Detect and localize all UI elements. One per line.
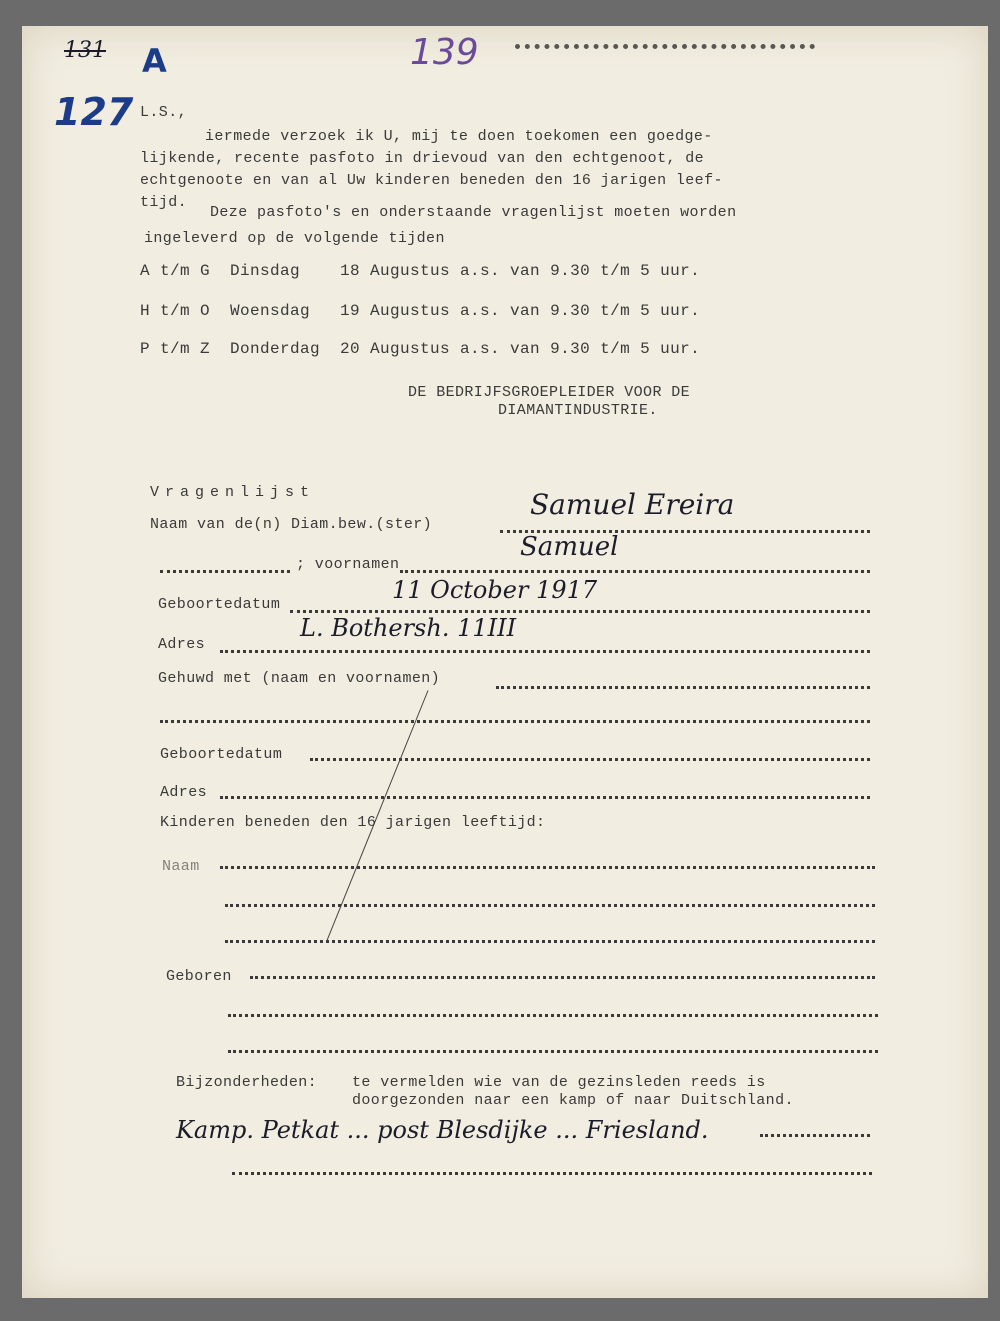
struck-number: 131: [64, 38, 106, 63]
married-dotted-line: [496, 686, 870, 689]
married-label: Gehuwd met (naam en voornamen): [158, 670, 441, 687]
firstnames-value: Samuel: [520, 532, 619, 562]
child-born-dotted-line-1: [250, 976, 875, 979]
children-label: Kinderen beneden den 16 jarigen leeftijd:: [160, 814, 546, 831]
schedule-line-2: H t/m O Woensdag 19 Augustus a.s. van 9.30 t/m 5 uur.: [140, 302, 701, 320]
remarks-dotted-line-2: [232, 1172, 872, 1175]
remarks-trailing-dots: [760, 1134, 870, 1137]
schedule-line-1: A t/m G Dinsdag 18 Augustus a.s. van 9.30 t/m 5 uur.: [140, 262, 701, 280]
remarks-text-line2: doorgezonden naar een kamp of naar Duitschland.: [352, 1092, 794, 1109]
birthdate-dotted-line: [290, 610, 870, 613]
spouse-address-dotted-line: [220, 796, 870, 799]
signature-line-2: DIAMANTINDUSTRIE.: [498, 402, 658, 419]
address-dotted-line: [220, 650, 870, 653]
smudged-header-text: [515, 36, 815, 49]
remarks-text-line1: te vermelden wie van de gezinsleden reeds is: [352, 1074, 766, 1091]
paragraph2-line2: ingeleverd op de volgende tijden: [144, 230, 445, 247]
file-number-annotation: 127: [54, 90, 134, 134]
child-born-dotted-line-2: [228, 1014, 878, 1017]
signature-line-1: DE BEDRIJFSGROEPLEIDER VOOR DE: [408, 384, 691, 401]
salutation: L.S.,: [140, 104, 188, 121]
child-name-label: Naam: [162, 858, 200, 875]
child-born-label: Geboren: [166, 968, 232, 985]
spouse-birthdate-label: Geboortedatum: [160, 746, 283, 763]
child-name-dotted-line-3: [225, 940, 875, 943]
remarks-value: Kamp. Petkat ... post Blesdijke ... Friesland.: [176, 1116, 709, 1144]
address-value: L. Bothersh. 11III: [300, 614, 517, 642]
schedule-line-3: P t/m Z Donderdag 20 Augustus a.s. van 9.30 t/m 5 uur.: [140, 340, 701, 358]
paragraph1-line4: tijd.: [140, 194, 188, 211]
paragraph1-line1: iermede verzoek ik U, mij te doen toekomen een goedge-: [205, 128, 713, 145]
remarks-label: Bijzonderheden:: [176, 1074, 318, 1091]
paragraph1-line3: echtgenoote en van al Uw kinderen beneden den 16 jarigen leef-: [140, 172, 723, 189]
child-born-dotted-line-3: [228, 1050, 878, 1053]
spouse-birthdate-dotted-line: [310, 758, 870, 761]
firstnames-label: ; voornamen: [296, 556, 400, 573]
firstnames-leading-dots: [160, 570, 290, 573]
paragraph1-line2: lijkende, recente pasfoto in drievoud van den echtgenoot, de: [140, 150, 705, 167]
firstnames-dotted-line: [400, 570, 870, 573]
spouse-address-label: Adres: [160, 784, 208, 801]
address-label: Adres: [158, 636, 206, 653]
pencil-number-annotation: 139: [410, 32, 479, 73]
paragraph2-line1: Deze pasfoto's en onderstaande vragenlijst moeten worden: [210, 204, 737, 221]
married-continuation-dots: [160, 720, 870, 723]
child-name-dotted-line-1: [220, 866, 875, 869]
name-label: Naam van de(n) Diam.bew.(ster): [150, 516, 433, 533]
birthdate-value: 11 October 1917: [392, 576, 598, 604]
form-title: Vragenlijst: [150, 484, 316, 501]
child-name-dotted-line-2: [225, 904, 875, 907]
name-value: Samuel Ereira: [530, 488, 735, 521]
birthdate-label: Geboortedatum: [158, 596, 281, 613]
letter-a-annotation: A: [142, 42, 167, 80]
